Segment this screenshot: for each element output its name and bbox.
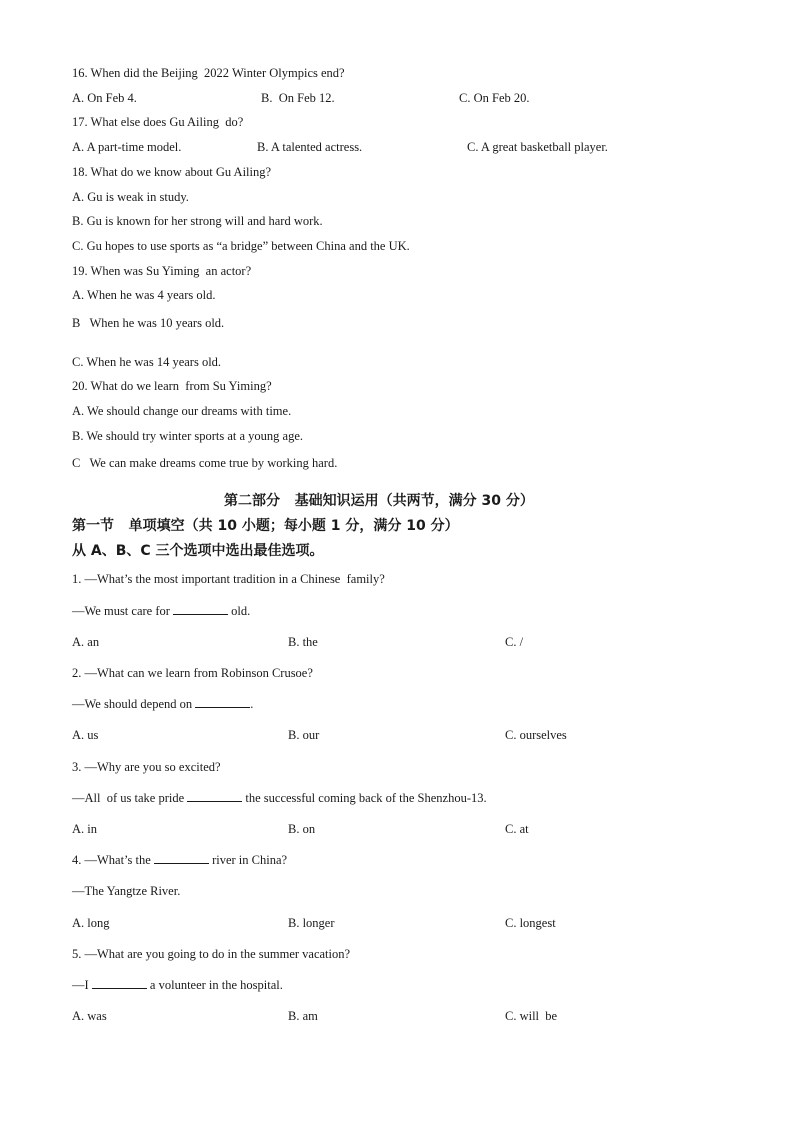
answer-line	[72, 790, 487, 806]
answer-line	[72, 696, 253, 712]
question-text: 18. What do we know about Gu Ailing?	[72, 165, 272, 179]
answer-text: —We should depend on	[72, 697, 196, 711]
option-c: C. Gu hopes to use sports as “a bridge” between China and the UK.	[72, 239, 410, 253]
option-c: C We can make dreams come true by working hard.	[72, 456, 338, 470]
question-text: 2. —What can we learn from Robinson Crusoe?	[72, 666, 313, 680]
option-a: A. in	[72, 822, 97, 836]
option-b: B When he was 10 years old.	[72, 316, 225, 330]
blank	[154, 852, 209, 864]
option-c: C. A great basketball player.	[467, 140, 608, 154]
option-c: C. at	[505, 822, 529, 836]
option-b: B. A talented actress.	[257, 140, 363, 154]
answer-text: old.	[228, 604, 251, 618]
option-c: C. longest	[505, 916, 556, 930]
blank	[92, 977, 147, 989]
option-b: B. am	[288, 1009, 318, 1023]
question-text: 3. —Why are you so excited?	[72, 760, 221, 774]
option-c: C. On Feb 20.	[459, 91, 530, 105]
answer-text: —We must care for	[72, 604, 174, 618]
option-b: B. our	[288, 728, 320, 742]
option-c: C. When he was 14 years old.	[72, 355, 222, 369]
section-instruction: 从 A、B、C 三个选项中选出最佳选项。	[72, 543, 324, 559]
option-a: A. When he was 4 years old.	[72, 288, 216, 302]
option-b: B. the	[288, 635, 318, 649]
answer-text: the successful coming back of the Shenzhou-13.	[242, 791, 487, 805]
blank	[195, 696, 250, 708]
question-text: 20. What do we learn from Su Yiming?	[72, 379, 272, 393]
option-c: C. /	[505, 635, 524, 649]
option-b: B. longer	[288, 916, 335, 930]
answer-line: —The Yangtze River.	[72, 884, 181, 898]
option-a: A. us	[72, 728, 99, 742]
answer-text: a volunteer in the hospital.	[146, 978, 283, 992]
question-text: 19. When was Su Yiming an actor?	[72, 264, 252, 278]
question-text: 1. —What’s the most important tradition in a Chinese family?	[72, 572, 385, 586]
question-text-part: 4. —What’s the	[72, 853, 154, 867]
option-c: C. will be	[505, 1009, 558, 1023]
question-text: 16. When did the Beijing 2022 Winter Olympics end?	[72, 66, 345, 80]
blank	[187, 790, 242, 802]
section-title: 第一节 单项填空（共 10 小题；每小题 1 分，满分 10 分）	[72, 518, 459, 534]
answer-text: —I	[72, 978, 92, 992]
option-a: A. On Feb 4.	[72, 91, 137, 105]
answer-line	[72, 603, 250, 619]
option-a: A. A part-time model.	[72, 140, 182, 154]
option-b: B. Gu is known for her strong will and hard work.	[72, 214, 323, 228]
option-b: B. on	[288, 822, 316, 836]
option-a: A. an	[72, 635, 100, 649]
part-title: 第二部分 基础知识运用（共两节，满分 30 分）	[224, 493, 534, 509]
answer-text: .	[250, 697, 254, 711]
question-text: 17. What else does Gu Ailing do?	[72, 115, 244, 129]
option-a: A. long	[72, 916, 110, 930]
answer-line	[72, 977, 283, 993]
option-a: A. We should change our dreams with time.	[72, 404, 292, 418]
option-a: A. Gu is weak in study.	[72, 190, 189, 204]
answer-text: —All of us take pride	[72, 791, 188, 805]
option-b: B. We should try winter sports at a young age.	[72, 429, 304, 443]
question-text	[72, 852, 287, 868]
question-text: 5. —What are you going to do in the summer vacation?	[72, 947, 351, 961]
question-text-part: river in China?	[208, 853, 288, 867]
option-b: B. On Feb 12.	[261, 91, 335, 105]
option-c: C. ourselves	[505, 728, 567, 742]
option-a: A. was	[72, 1009, 107, 1023]
blank	[173, 603, 228, 615]
